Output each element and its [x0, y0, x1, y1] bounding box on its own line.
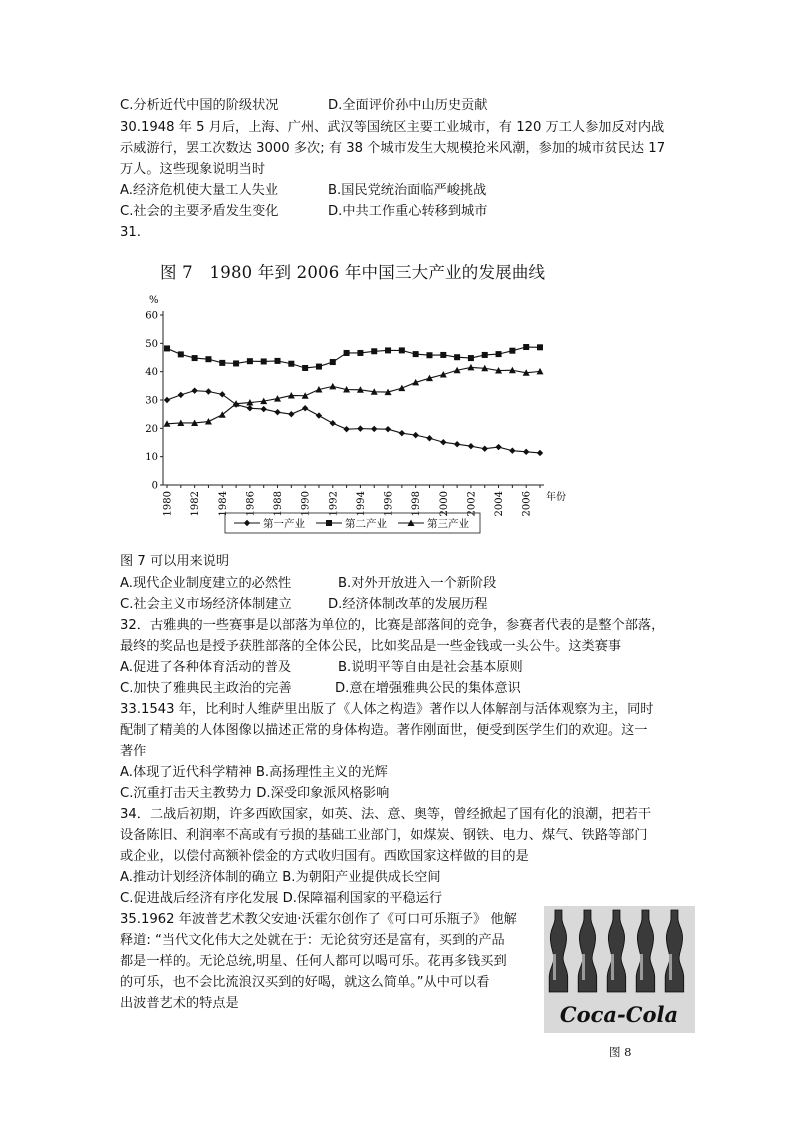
- data-point: [468, 355, 474, 361]
- data-point: [164, 345, 170, 351]
- option-line-1: [120, 98, 278, 114]
- data-point: [244, 520, 250, 526]
- q31-stem: 图 7 可以用来说明: [120, 554, 230, 569]
- data-point: [330, 420, 336, 426]
- data-point: [343, 426, 349, 432]
- y-tick-label: 60: [145, 310, 158, 322]
- data-point: [316, 412, 322, 418]
- data-point: [509, 448, 515, 454]
- data-point: [316, 364, 322, 370]
- x-tick-label: 1994: [355, 491, 367, 517]
- data-point: [523, 449, 529, 455]
- data-point: [413, 351, 419, 357]
- coca-cola-logo: Coca-Cola: [559, 1002, 679, 1027]
- data-point: [191, 387, 197, 393]
- data-point: [398, 385, 405, 392]
- q30-option-c: C.社会的主要矛盾发生变化: [120, 204, 279, 219]
- chart-title: 图 7 1980 年到 2006 年中国三大产业的发展曲线: [160, 263, 546, 282]
- bottle-highlight: [553, 954, 556, 980]
- q34-options-ab: A.推动计划经济体制的确立 B.为朝阳产业提供成长空间: [120, 870, 441, 885]
- data-point: [275, 358, 281, 364]
- data-point: [426, 435, 432, 441]
- q32-stem-2: 最终的奖品也是授予获胜部落的全体公民，比如奖品是一些金钱或一头公牛。这类赛事: [120, 639, 622, 654]
- data-point: [326, 520, 332, 526]
- q31-option-b: B.对外开放进入一个新阶段: [338, 576, 497, 591]
- q35-stem-5: 出波普艺术的特点是: [120, 996, 239, 1011]
- data-point: [261, 406, 267, 412]
- data-point: [426, 352, 432, 358]
- q30-option-d: D.中共工作重心转移到城市: [328, 204, 488, 219]
- x-tick-label: 1982: [190, 491, 202, 517]
- q30-stem-3: 万人。这些现象说明当时: [120, 162, 266, 177]
- data-point: [537, 344, 543, 350]
- data-point: [371, 426, 377, 432]
- bottle-highlight: [640, 954, 643, 980]
- q33-stem-3: 著作: [120, 744, 147, 759]
- data-point: [496, 351, 502, 357]
- q32-option-c: C.加快了雅典民主政治的完善: [120, 681, 292, 696]
- data-point: [302, 405, 308, 411]
- q35-stem-4: 的可乐，也不会比流浪汉买到的好喝，就这么简单。”从中可以看: [120, 975, 490, 990]
- x-tick-label: 2006: [521, 491, 533, 517]
- x-tick-label: 1992: [328, 491, 340, 517]
- x-tick-label: 1996: [383, 491, 395, 517]
- data-point: [192, 355, 198, 361]
- x-tick-label: 1990: [300, 491, 312, 517]
- q30-stem-2: 示威游行，罢工次数达 3000 多次; 有 38 个城市发生大规模抢米风潮，参加的城市贫民达 17: [120, 141, 666, 156]
- q34-stem-2: 设备陈旧、利润率不高或有亏损的基础工业部门，如煤炭、钢铁、电力、煤气、铁路等部门: [120, 828, 648, 843]
- figure-8-caption: 图 8: [609, 1045, 632, 1059]
- y-tick-label: 40: [145, 367, 158, 379]
- data-point: [233, 360, 239, 366]
- q31-number: 31.: [120, 225, 141, 240]
- data-point: [399, 430, 405, 436]
- series-2: [164, 344, 543, 371]
- q34-stem-1: 34．二战后初期，许多西欧国家，如英、法、意、奥等，曾经掀起了国有化的浪潮，把若干: [120, 807, 652, 822]
- legend-item-3: [398, 517, 469, 530]
- q35-stem-1: 35.1962 年波普艺术教父安迪·沃霍尔创作了《可口可乐瓶子》 他解: [120, 912, 517, 927]
- data-point: [523, 344, 529, 350]
- data-point: [440, 352, 446, 358]
- coca-cola-bottles-image: [544, 906, 695, 1033]
- q32-option-d: D.意在增强雅典公民的集体意识: [335, 681, 521, 696]
- data-point: [178, 351, 184, 357]
- data-point: [495, 444, 501, 450]
- data-point: [537, 450, 543, 456]
- y-tick-label: 50: [145, 338, 158, 350]
- x-axis-label: 年份: [546, 492, 566, 503]
- data-point: [205, 356, 211, 362]
- option-c-prev: C.分析近代中国的阶级状况: [120, 98, 279, 113]
- data-point: [164, 397, 170, 403]
- data-point: [178, 392, 184, 398]
- data-point: [357, 425, 363, 431]
- q33-options-ab: A.体现了近代科学精神 B.高扬理性主义的光辉: [120, 765, 388, 780]
- data-point: [412, 432, 418, 438]
- q30-option-b: B.国民党统治面临严峻挑战: [328, 183, 487, 198]
- q30-stem-1: 30.1948 年 5 月后，上海、广州、武汉等国统区主要工业城市，有 120 万工人参加反对内战: [120, 120, 665, 135]
- series-1: [164, 387, 543, 456]
- data-point: [468, 443, 474, 449]
- data-point: [247, 405, 253, 411]
- data-point: [371, 348, 377, 354]
- legend-label: 第三产业: [427, 518, 469, 530]
- x-tick-label: 2002: [466, 491, 478, 517]
- legend-label: 第一产业: [263, 518, 305, 530]
- data-point: [329, 383, 336, 390]
- q32-option-a: A.促进了各种体育活动的普及: [120, 660, 292, 675]
- bottle-highlight: [611, 954, 614, 980]
- industry-chart: [140, 285, 570, 545]
- data-point: [205, 388, 211, 394]
- data-point: [288, 361, 294, 367]
- legend-item-2: [316, 517, 387, 530]
- x-tick-label: 2000: [438, 491, 450, 517]
- option-d-prev: D.全面评价孙中山历史贡献: [328, 98, 488, 113]
- q32-stem-1: 32．古雅典的一些赛事是以部落为单位的，比赛是部落间的竞争，参赛者代表的是整个部落，: [120, 618, 665, 633]
- y-tick-label: 0: [151, 480, 158, 492]
- data-point: [344, 350, 350, 356]
- q31-option-d: D.经济体制改革的发展历程: [328, 597, 488, 612]
- q35-stem-2: 释道: “当代文化伟大之处就在于：无论贫穷还是富有，买到的产品: [120, 933, 505, 948]
- x-tick-label: 2004: [494, 491, 506, 517]
- data-point: [261, 358, 267, 364]
- legend-label: 第二产业: [345, 518, 387, 530]
- data-point: [385, 426, 391, 432]
- x-tick-label: 1986: [245, 491, 257, 517]
- x-tick-label: 1998: [411, 491, 423, 517]
- data-point: [509, 348, 515, 354]
- q31-option-a: A.现代企业制度建立的必然性: [120, 576, 292, 591]
- q33-stem-1: 33.1543 年，比利时人维萨里出版了《人体之构造》著作以人体解剖与活体观察为主，同时: [120, 702, 654, 717]
- y-tick-label: 10: [145, 452, 158, 464]
- q34-stem-3: 或企业，以偿付高额补偿金的方式收归国有。西欧国家这样做的目的是: [120, 849, 529, 864]
- x-tick-label: 1988: [273, 491, 285, 517]
- y-tick-label: 30: [145, 395, 158, 407]
- data-point: [440, 439, 446, 445]
- data-point: [482, 446, 488, 452]
- data-point: [454, 441, 460, 447]
- q35-stem-3: 都是一样的。无论总统,明星、任何人都可以喝可乐。花再多钱买到: [120, 954, 507, 969]
- bottle-highlight: [582, 954, 585, 980]
- x-tick-label: 1980: [162, 491, 174, 517]
- q33-stem-2: 配制了精美的人体图像以描述正常的身体构造。著作刚面世，便受到医学生们的欢迎。这一: [120, 723, 648, 738]
- data-point: [454, 354, 460, 360]
- q30-option-a: A.经济危机使大量工人失业: [120, 183, 279, 198]
- data-point: [302, 365, 308, 371]
- data-point: [247, 358, 253, 364]
- data-point: [399, 347, 405, 353]
- legend-item-1: [234, 517, 305, 530]
- data-point: [330, 359, 336, 365]
- data-point: [482, 352, 488, 358]
- q33-options-cd: C.沉重打击天主教势力 D.深受印象派风格影响: [120, 786, 390, 801]
- data-point: [274, 409, 280, 415]
- bottle-highlight: [669, 954, 672, 980]
- series-line: [167, 391, 540, 453]
- data-point: [219, 360, 225, 366]
- data-point: [357, 350, 363, 356]
- q34-options-cd: C.促进战后经济有序化发展 D.保障福利国家的平稳运行: [120, 891, 443, 906]
- y-tick-label: 20: [145, 423, 158, 435]
- data-point: [288, 411, 294, 417]
- y-axis-unit: %: [149, 295, 159, 306]
- q32-option-b: B.说明平等自由是社会基本原则: [338, 660, 523, 675]
- x-tick-label: 1984: [217, 491, 229, 517]
- q31-option-c: C.社会主义市场经济体制建立: [120, 597, 292, 612]
- data-point: [385, 347, 391, 353]
